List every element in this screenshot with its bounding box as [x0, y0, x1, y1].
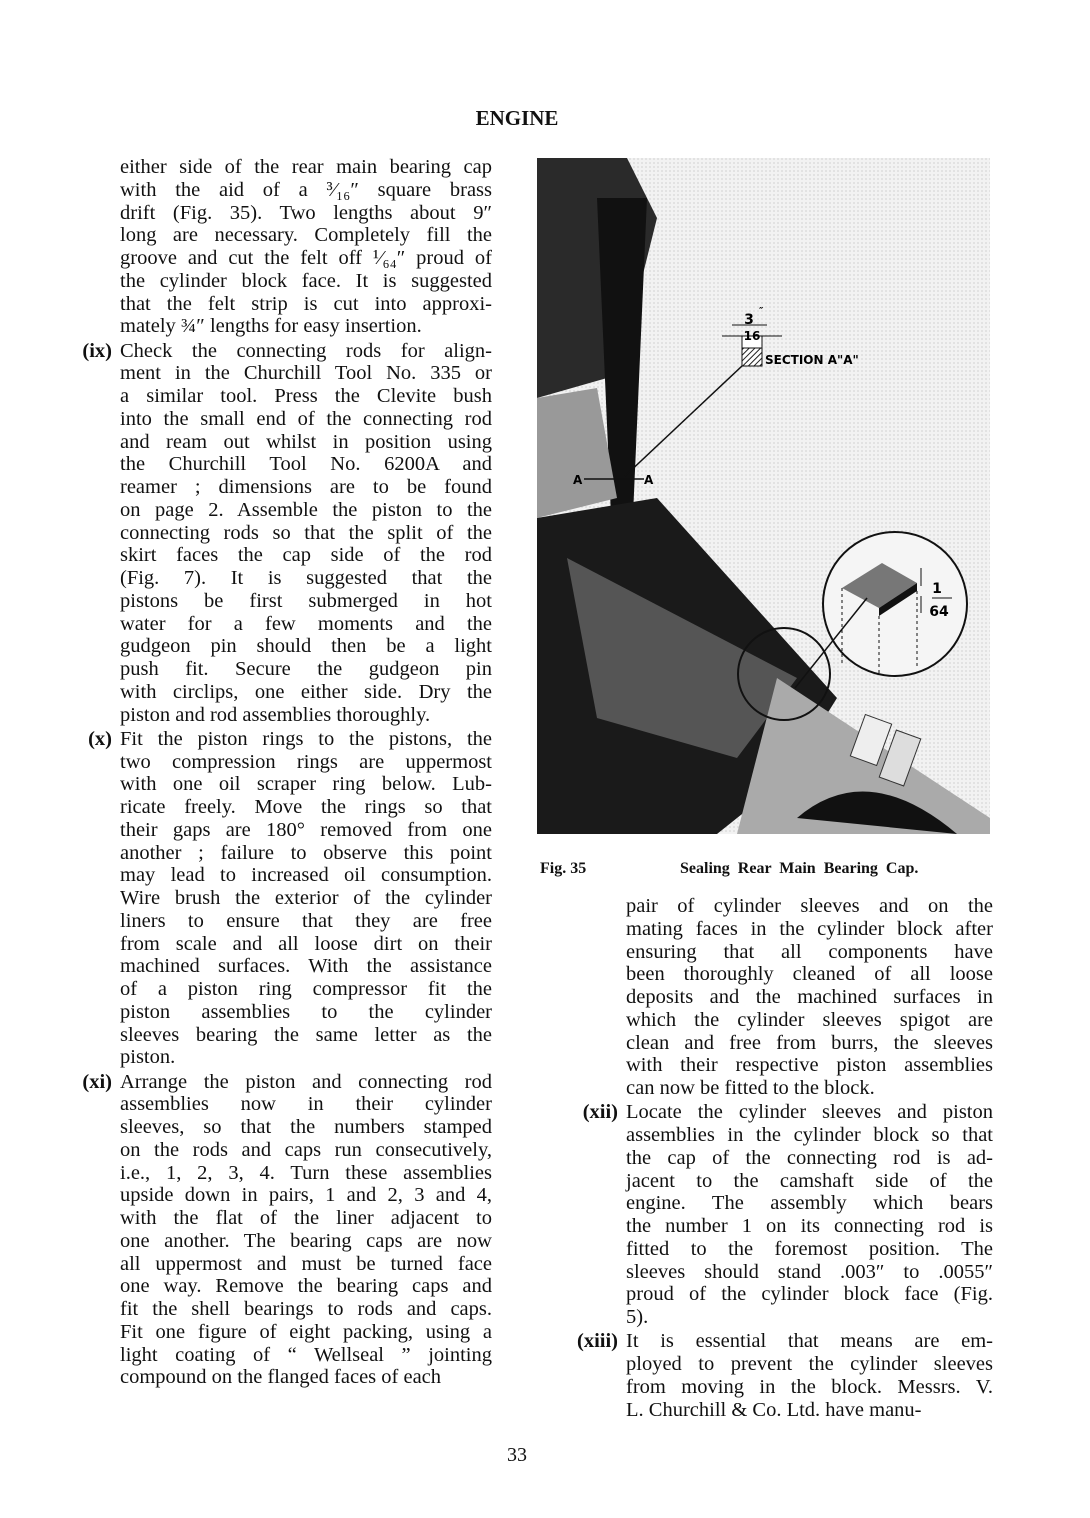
text-line: with the flat of the liner adjacent to [120, 1207, 492, 1229]
text-line: skirt faces the cap side of the rod [120, 544, 492, 567]
section-dim-denominator: 16 [743, 329, 761, 343]
paragraph [626, 895, 993, 1100]
text-line: deposits and the machined surfaces in [626, 986, 993, 1008]
text-line: L. Churchill & Co. Ltd. have manu- [626, 1398, 922, 1421]
text-line: sleeves, so that the numbers stamped [120, 1116, 492, 1138]
circle-dim-denominator: 64 [929, 604, 949, 620]
text-line: Check the connecting rods for align- [120, 339, 492, 362]
text-line: into the small end of the connecting rod [120, 407, 492, 430]
text-line: ployed to prevent the cylinder sleeves [626, 1353, 993, 1375]
text-line: mating faces in the cylinder block after [626, 917, 993, 940]
text-line: piston. [120, 1046, 176, 1069]
text-line: gudgeon pin should then be a light [120, 635, 492, 658]
text-line: ment in the Churchill Tool No. 335 or [120, 362, 492, 385]
section-marker-right: A [644, 473, 654, 487]
text-line: on page 2. Assemble the piston to the [120, 498, 492, 521]
page-header: ENGINE [475, 106, 559, 130]
text-line: which the cylinder sleeves spigot are [626, 1008, 993, 1031]
text-line: the number 1 on its connecting rod is [626, 1215, 993, 1237]
figure-35-photo [537, 158, 990, 834]
step-number: (x) [88, 727, 112, 750]
text-line: one another. The bearing caps are now [120, 1229, 492, 1252]
text-line: either side of the rear main bearing cap [120, 156, 492, 178]
text-line: with one oil scraper ring below. Lub- [120, 773, 492, 796]
circle-dim-numerator: 1 [932, 581, 942, 597]
text-line: another ; failure to observe this point [120, 841, 492, 864]
text-line: piston assemblies to the cylinder [120, 1000, 492, 1023]
step-number: (xiii) [577, 1330, 618, 1353]
text-line: with the aid of a ³⁄₁₆″ square brass [120, 178, 492, 201]
text-line: sleeves should stand .003″ to .0055″ [626, 1260, 993, 1283]
text-line: connecting rods so that the split of the [120, 521, 492, 544]
text-line: drift (Fig. 35). Two lengths about 9″ [120, 201, 492, 224]
text-line: reamer ; dimensions are to be found [120, 476, 492, 498]
text-line: 5). [626, 1306, 649, 1328]
text-line: clean and free from burrs, the sleeves [626, 1031, 993, 1054]
text-line: upside down in pairs, 1 and 2, 3 and 4, [120, 1184, 492, 1207]
text-line: It is essential that means are em- [626, 1330, 993, 1353]
text-line: can now be fitted to the block. [626, 1077, 875, 1099]
text-line: engine. The assembly which bears [626, 1192, 993, 1215]
step-number: (xi) [82, 1070, 112, 1093]
page-number: 33 [507, 1444, 527, 1466]
figure-caption: Sealing Rear Main Bearing Cap. [680, 860, 919, 877]
text-line: long are necessary. Completely fill the [120, 224, 492, 247]
text-line: assemblies in the cylinder block so that [626, 1124, 993, 1146]
text-line: and ream out whilst in position using [120, 430, 492, 453]
text-line: Wire brush the exterior of the cylinder [120, 887, 492, 909]
text-line: (Fig. 7). It is suggested that the [120, 567, 492, 589]
left-column [82, 156, 492, 1391]
text-line: ricate freely. Move the rings so that [120, 796, 492, 818]
text-line: of a piston ring compressor fit the [120, 978, 492, 1000]
text-line: a similar tool. Press the Clevite bush [120, 385, 492, 407]
text-line: one way. Remove the bearing caps and [120, 1275, 492, 1298]
text-line: from scale and all loose dirt on their [120, 932, 492, 955]
text-line: ensuring that all components have [626, 940, 993, 963]
paragraph [82, 1070, 492, 1390]
paragraph [120, 156, 492, 338]
paragraph [88, 727, 492, 1069]
text-line: fitted to the foremost position. The [626, 1237, 993, 1260]
text-line: mately ¾″ lengths for easy insertion. [120, 315, 422, 338]
text-line: their gaps are 180° removed from one [120, 818, 492, 841]
text-line: with their respective piston assemblies [626, 1054, 993, 1077]
text-line: push fit. Secure the gudgeon pin [120, 658, 492, 680]
text-line: water for a few moments and the [120, 612, 492, 635]
text-line: Locate the cylinder sleeves and piston [626, 1101, 993, 1124]
text-line: pair of cylinder sleeves and on the [626, 895, 993, 917]
text-line: that the felt strip is cut into approxi- [120, 292, 492, 315]
text-line: light coating of “ Wellseal ” jointing [120, 1343, 492, 1366]
text-line: on the rods and caps run consecutively, [120, 1138, 492, 1161]
text-line: groove and cut the felt off ¹⁄₆₄″ proud of [120, 247, 492, 269]
text-line: machined surfaces. With the assistance [120, 955, 492, 978]
text-line: from moving in the block. Messrs. V. [626, 1375, 993, 1398]
text-line: been thoroughly cleaned of all loose [626, 963, 993, 986]
right-column [577, 895, 993, 1423]
text-line: jacent to the camshaft side of the [626, 1169, 993, 1192]
text-line: Arrange the piston and connecting rod [120, 1070, 492, 1093]
paragraph [82, 339, 492, 727]
step-number: (ix) [82, 339, 112, 362]
text-line: may lead to increased oil consumption. [120, 864, 492, 887]
section-dim-unit: ″ [759, 306, 764, 317]
text-line: all uppermost and must be turned face [120, 1252, 492, 1275]
step-number: (xii) [582, 1101, 618, 1124]
text-line: the cylinder block face. It is suggested [120, 269, 492, 292]
section-label: SECTION A"A" [765, 353, 859, 367]
text-line: proud of the cylinder block face (Fig. [626, 1283, 993, 1306]
text-line: i.e., 1, 2, 3, 4. Turn these assemblies [120, 1161, 492, 1184]
text-line: liners to ensure that they are free [120, 909, 492, 932]
paragraph [582, 1101, 993, 1329]
text-line: Fit the piston rings to the pistons, the [120, 727, 492, 750]
text-line: sleeves bearing the same letter as the [120, 1023, 492, 1046]
text-line: pistons be first submerged in hot [120, 589, 492, 612]
figure-number: Fig. 35 [540, 860, 587, 877]
paragraph [577, 1330, 993, 1421]
text-line: fit the shell bearings to rods and caps. [120, 1298, 492, 1320]
text-line: with circlips, one either side. Dry the [120, 680, 492, 703]
text-line: assemblies now in their cylinder [120, 1093, 492, 1116]
text-line: the Churchill Tool No. 6200A and [120, 453, 492, 476]
section-dim-numerator: 3 [744, 312, 754, 328]
text-line: piston and rod assemblies thoroughly. [120, 703, 431, 726]
text-line: the cap of the connecting rod is ad- [626, 1146, 993, 1169]
text-line: two compression rings are uppermost [120, 750, 492, 773]
text-line: Fit one figure of eight packing, using a [120, 1320, 492, 1343]
section-marker-left: A [573, 473, 583, 487]
text-line: compound on the flanged faces of each [120, 1366, 442, 1389]
